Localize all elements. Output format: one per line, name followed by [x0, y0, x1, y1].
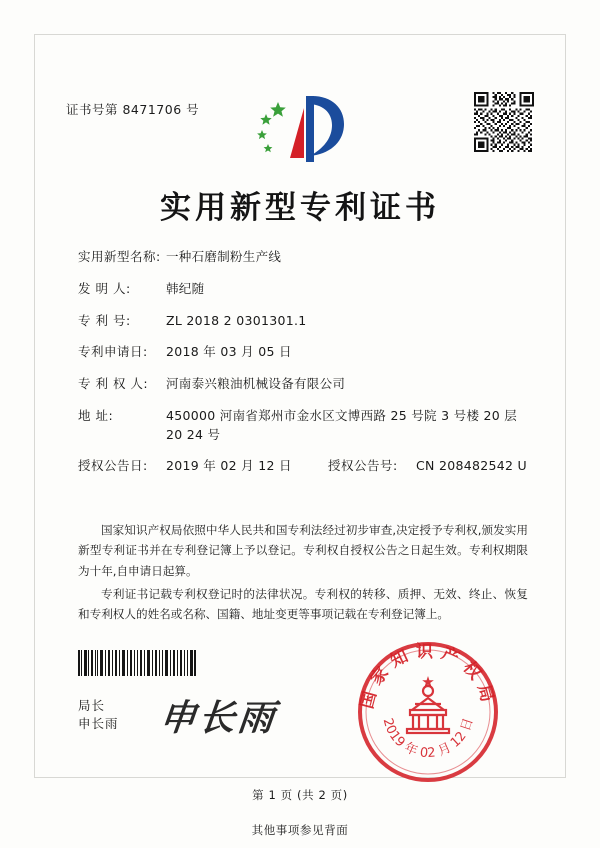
cnipa-logo-icon — [252, 92, 348, 166]
field-value-address: 450000 河南省郑州市金水区文博西路 25 号院 3 号楼 20 层 20 24 号 — [166, 407, 518, 442]
patent-fields — [78, 248, 528, 489]
handwritten-signature: 申长雨 — [157, 697, 279, 739]
field-label-inventor: 发 明 人: — [78, 280, 131, 296]
field-label-address: 地 址: — [78, 407, 114, 423]
qr-code-icon — [474, 92, 534, 152]
field-value-announcement-number: CN 208482542 U — [416, 458, 527, 474]
field-row-announcement — [78, 457, 528, 476]
field-row-inventor — [78, 280, 528, 299]
barcode-icon — [78, 650, 196, 676]
field-row-patent-number — [78, 312, 528, 331]
page-title: 实用新型专利证书 — [160, 190, 440, 226]
svg-text:国家知识产权局: 国家知识产权局 — [357, 642, 499, 711]
field-row-application-date — [78, 343, 528, 362]
field-value-name: 一种石磨制粉生产线 — [166, 249, 282, 264]
footnote: 其他事项参见背面 — [251, 823, 349, 837]
legal-paragraph-1: 国家知识产权局依照中华人民共和国专利法经过初步审查,决定授予专利权,颁发实用新型专利证书并在专利登记簿上予以登记。专利权自授权公告之日起生效。专利权期限为十年,自申请日起算。 — [78, 523, 528, 578]
official-seal — [352, 636, 504, 788]
legal-text — [78, 520, 528, 627]
field-row-name — [78, 248, 528, 267]
svg-text:2019 年 02 月 12 日: 2019 年 02 月 12 日 — [379, 716, 477, 762]
field-label-announcement-number: 授权公告号: — [328, 458, 398, 474]
field-value-patent-number: ZL 2018 2 0301301.1 — [166, 312, 307, 328]
certificate-number: 证书号第 8471706 号 — [66, 102, 200, 117]
field-label-name: 实用新型名称: — [78, 249, 161, 264]
signatory-name: 申长雨 — [78, 716, 119, 732]
field-label-announcement-date: 授权公告日: — [78, 458, 148, 474]
field-row-patentee — [78, 375, 528, 394]
field-group-announcement-number — [328, 457, 527, 476]
field-value-inventor: 韩纪随 — [166, 280, 205, 296]
field-row-address — [78, 407, 528, 445]
field-value-patentee: 河南泰兴粮油机械设备有限公司 — [166, 376, 346, 391]
page-number: 第 1 页 (共 2 页) — [252, 788, 348, 802]
field-value-application-date: 2018 年 03 月 05 日 — [166, 344, 292, 360]
legal-paragraph-2: 专利证书记载专利权登记时的法律状况。专利权的转移、质押、无效、终止、恢复和专利权人的姓名或名称、国籍、地址变更等事项记载在专利登记簿上。 — [78, 586, 528, 622]
field-label-patent-number: 专 利 号: — [78, 312, 131, 328]
field-value-announcement-date: 2019 年 02 月 12 日 — [166, 458, 292, 474]
field-label-application-date: 专利申请日: — [78, 344, 148, 360]
field-label-patentee: 专 利 权 人: — [78, 376, 149, 391]
signatory-block — [78, 697, 119, 733]
signatory-title: 局长 — [78, 698, 106, 713]
field-group-announcement-date — [78, 457, 328, 476]
